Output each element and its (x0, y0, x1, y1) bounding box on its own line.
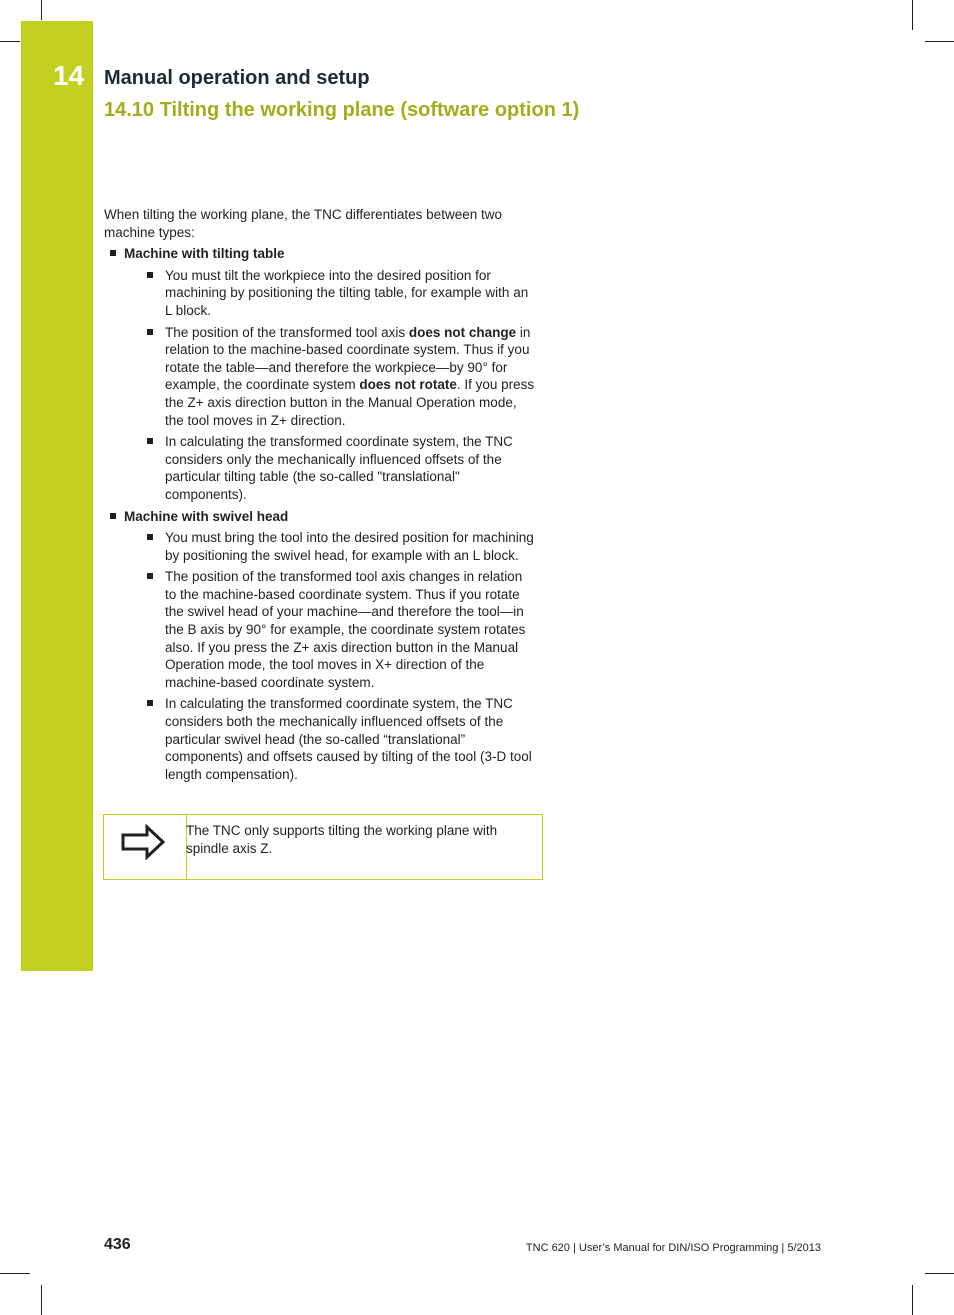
list-item (145, 324, 536, 430)
list-item-tilting-table (104, 245, 536, 503)
chapter-side-band (21, 21, 93, 971)
list-item (145, 529, 536, 564)
chapter-title: Manual operation and setup (104, 67, 370, 89)
list-item-text: You must bring the tool into the desired position for machining by positioning the swivel head, for example with an L block. (165, 530, 534, 563)
section-title: 14.10 Tilting the working plane (software option 1) (104, 99, 580, 121)
sub-list (124, 267, 536, 504)
note-text: The TNC only supports tilting the working plane with spindle axis Z. (186, 823, 498, 856)
emphasis-text: does not rotate (359, 377, 457, 393)
square-bullet-icon (110, 250, 116, 256)
page-number: 436 (104, 1236, 131, 1253)
crop-mark (41, 1285, 42, 1315)
chapter-number: 14 (53, 60, 85, 91)
machine-type-list (104, 245, 536, 783)
list-item-text: The position of the transformed tool axis changes in relation to the machine-based coordinate system. Thus if you rotate the swivel head of your machine—and therefore the tool—in the B axis by 90° for example, the coordinate system rotates also. If you press the Z+ axis direction button in the Manual Operation mode, the tool moves in X+ direction of the machine-based coordinate system. (165, 569, 526, 690)
crop-mark (912, 0, 913, 30)
list-item (145, 568, 536, 691)
crop-mark (41, 0, 42, 20)
emphasis-text: does not change (408, 324, 517, 340)
crop-mark (925, 41, 954, 42)
list-item-text: in relation to the machine-based coordinate system. Thus if you rotate the table—and therefore the workpiece—by 90° for example, the coordinate system (165, 324, 531, 393)
square-bullet-icon (147, 700, 153, 706)
machine-type-label: Machine with swivel head (124, 508, 289, 524)
list-item-text: In calculating the transformed coordinate system, the TNC considers both the mechanically influenced offsets of the particular swivel head (the so-called “translational” components) and offsets caused by tilting of the tool (3-D tool length compensation). (165, 696, 532, 782)
list-item (145, 695, 536, 783)
arrow-right-icon (120, 824, 166, 860)
square-bullet-icon (147, 329, 153, 335)
list-item-text: In calculating the transformed coordinate system, the TNC considers only the mechanically influenced offsets of the particular tilting table (the so-called "translational" components). (165, 434, 513, 502)
crop-mark (912, 1285, 913, 1315)
footer-doc-info: TNC 620 | User’s Manual for DIN/ISO Programming | 5/2013 (525, 1242, 821, 1254)
list-item (145, 433, 536, 503)
list-item-text: . If you press the Z+ axis direction button in the Manual Operation mode, the tool moves in Z+ direction. (165, 377, 535, 428)
note-box (103, 814, 543, 880)
square-bullet-icon (147, 438, 153, 444)
crop-mark (0, 1273, 30, 1274)
machine-type-label: Machine with tilting table (124, 246, 285, 262)
list-item (145, 267, 536, 320)
crop-mark (925, 1273, 954, 1274)
list-item-text: The position of the transformed tool axis (165, 324, 409, 340)
sub-list (124, 529, 536, 783)
square-bullet-icon (110, 513, 116, 519)
main-content (104, 206, 536, 787)
square-bullet-icon (147, 573, 153, 579)
square-bullet-icon (147, 272, 153, 278)
list-item-swivel-head (104, 508, 536, 784)
list-item-text: You must tilt the workpiece into the desired position for machining by positioning the tilting table, for example with an L block. (165, 267, 529, 318)
square-bullet-icon (147, 534, 153, 540)
intro-paragraph: When tilting the working plane, the TNC differentiates between two machine types: (104, 207, 502, 240)
crop-mark (0, 41, 20, 42)
